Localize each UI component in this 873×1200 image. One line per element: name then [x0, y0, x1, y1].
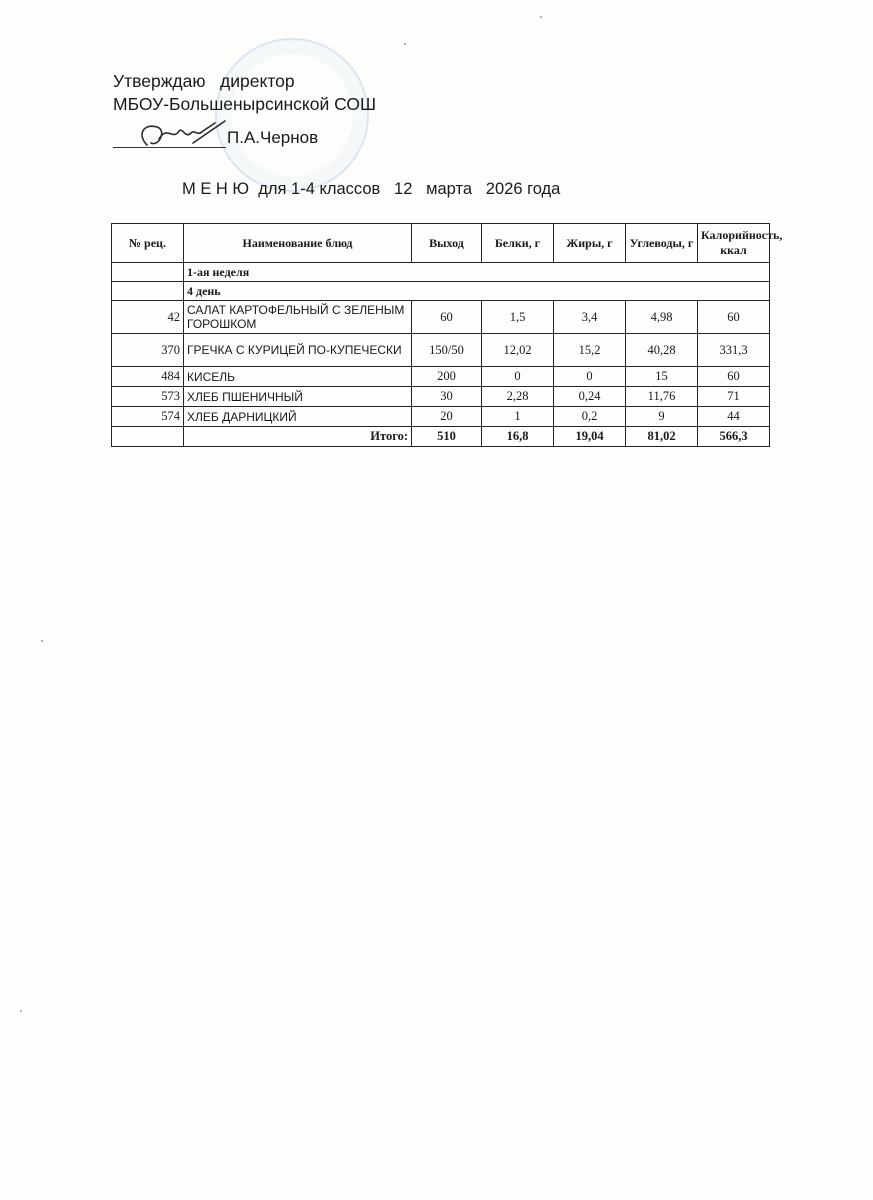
signature-underline: [113, 147, 226, 148]
dish-carbs: 11,76: [626, 387, 698, 407]
rec-number: 370: [112, 334, 184, 367]
dish-yield: 60: [412, 301, 482, 334]
dish-name: САЛАТ КАРТОФЕЛЬНЫЙ С ЗЕЛЕНЫМ ГОРОШКОМ: [184, 301, 412, 334]
week-label: 1-ая неделя: [184, 263, 770, 282]
dish-yield: 30: [412, 387, 482, 407]
total-label: Итого:: [184, 427, 412, 447]
signature-row: [113, 125, 343, 159]
dish-yield: 150/50: [412, 334, 482, 367]
dish-carbs: 4,98: [626, 301, 698, 334]
day-row: [112, 282, 770, 301]
table-row: [112, 301, 770, 334]
day-label: 4 день: [184, 282, 770, 301]
header-rec: № рец.: [112, 224, 184, 263]
rec-number: 573: [112, 387, 184, 407]
dish-kcal: 331,3: [698, 334, 770, 367]
empty-cell: [112, 282, 184, 301]
scan-speck: [540, 16, 542, 18]
dish-fat: 3,4: [554, 301, 626, 334]
dish-kcal: 71: [698, 387, 770, 407]
dish-protein: 0: [482, 367, 554, 387]
scan-speck: [20, 1010, 22, 1012]
total-kcal: 566,3: [698, 427, 770, 447]
dish-protein: 1: [482, 407, 554, 427]
dish-fat: 0,24: [554, 387, 626, 407]
dish-yield: 200: [412, 367, 482, 387]
dish-name: ГРЕЧКА С КУРИЦЕЙ ПО-КУПЕЧЕСКИ: [184, 334, 412, 367]
dish-carbs: 15: [626, 367, 698, 387]
dish-carbs: 9: [626, 407, 698, 427]
header-protein: Белки, г: [482, 224, 554, 263]
total-carbs: 81,02: [626, 427, 698, 447]
approval-block: [113, 70, 376, 116]
rec-number: 484: [112, 367, 184, 387]
header-fat: Жиры, г: [554, 224, 626, 263]
menu-table: [111, 223, 783, 447]
rec-number: 42: [112, 301, 184, 334]
dish-fat: 15,2: [554, 334, 626, 367]
header-carbs: Углеводы, г: [626, 224, 698, 263]
dish-fat: 0,2: [554, 407, 626, 427]
table-row: [112, 334, 770, 367]
total-row: [112, 427, 770, 447]
header-yield: Выход: [412, 224, 482, 263]
dish-yield: 20: [412, 407, 482, 427]
dish-kcal: 60: [698, 301, 770, 334]
table-row: [112, 407, 770, 427]
approval-line-2: МБОУ-Большенырсинской СОШ: [113, 94, 377, 114]
dish-fat: 0: [554, 367, 626, 387]
signer-name: П.А.Чернов: [227, 128, 319, 147]
scan-speck: [404, 43, 406, 45]
dish-carbs: 40,28: [626, 334, 698, 367]
scan-speck: [41, 640, 43, 642]
total-yield: 510: [412, 427, 482, 447]
total-protein: 16,8: [482, 427, 554, 447]
dish-name: ХЛЕБ ДАРНИЦКИЙ: [184, 407, 412, 427]
header-kcal: Калорийность, ккал: [698, 224, 770, 263]
dish-name: ХЛЕБ ПШЕНИЧНЫЙ: [184, 387, 412, 407]
header-name: Наименование блюд: [184, 224, 412, 263]
table-row: [112, 367, 770, 387]
table-header-row: [112, 224, 770, 263]
rec-number: 574: [112, 407, 184, 427]
dish-name: КИСЕЛЬ: [184, 367, 412, 387]
empty-cell: [112, 427, 184, 447]
dish-protein: 12,02: [482, 334, 554, 367]
dish-kcal: 44: [698, 407, 770, 427]
dish-kcal: 60: [698, 367, 770, 387]
dish-protein: 1,5: [482, 301, 554, 334]
dish-protein: 2,28: [482, 387, 554, 407]
week-row: [112, 263, 770, 282]
table-row: [112, 387, 770, 407]
total-fat: 19,04: [554, 427, 626, 447]
empty-cell: [112, 263, 184, 282]
signature-icon: [133, 117, 233, 162]
approval-line-1: Утверждаю директор: [113, 71, 295, 91]
menu-title: М Е Н Ю для 1-4 классов 12 марта 2026 года: [182, 180, 561, 198]
